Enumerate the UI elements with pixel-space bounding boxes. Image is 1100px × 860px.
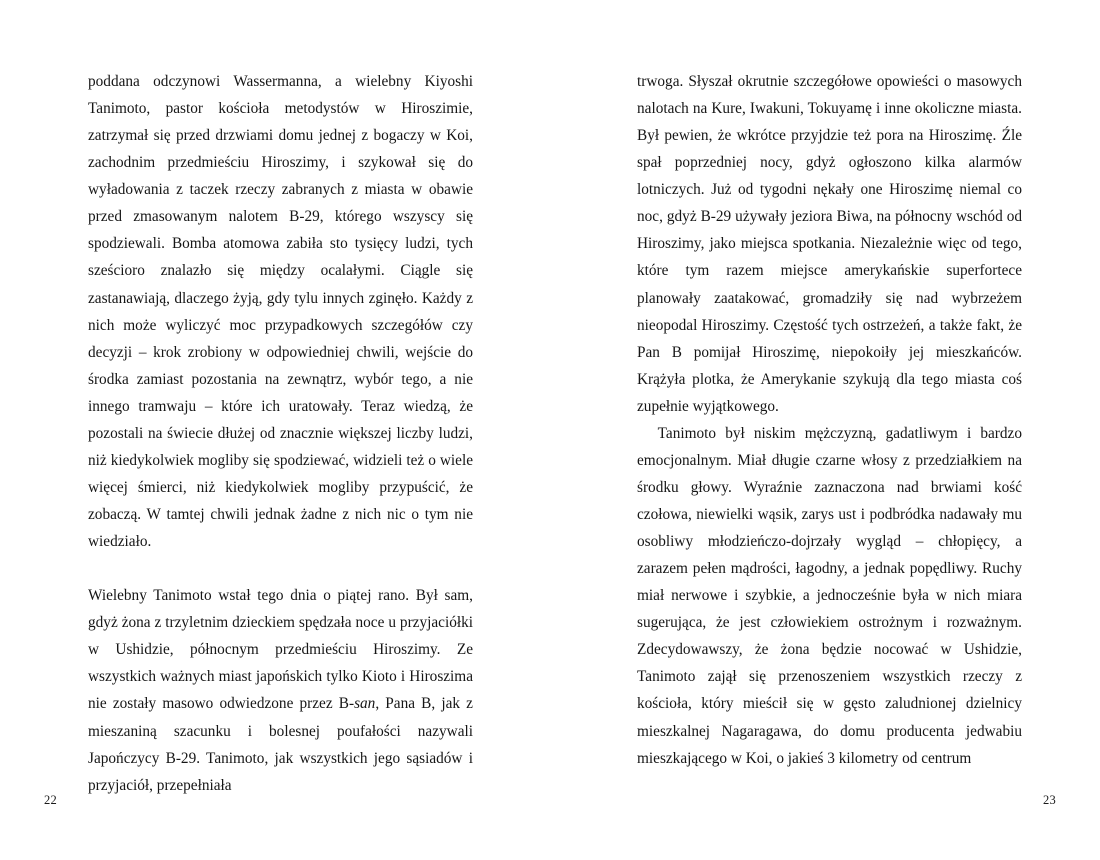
page-number-left: 22	[44, 793, 57, 807]
paragraph: poddana odczynowi Wassermanna, a wielebny Kiyoshi Tanimoto, pastor kościoła metodystów w Hiroszimie, zatrzymał się przed drzwiami domu jednej z bogaczy w Koi, zachodnim przedmieściu Hiroszimy, i szykował się do wyładowania z taczek rzeczy zabranych z miasta w obawie przed zmasowanym nalotem B-29, którego wszyscy się spodziewali. Bomba atomowa zabiła sto tysięcy ludzi, tych sześcioro znalazło się między ocalałymi. Ciągle się zastanawiają, dlaczego żyją, gdy tylu innych zginęło. Każdy z nich może wyliczyć moc przypadkowych szczegółów czy decyzji – krok zrobiony w odpowiedniej chwili, wejście do środka zamiast pozostania na zewnątrz, wybór tego, a nie innego tramwaju – które ich uratowały. Teraz wiedzą, że pozostali na świecie dłużej od znacznie większej liczby ludzi, niż kiedykolwiek mogliby się spodziewać, widzieli też o wiele więcej śmierci, niż kiedykolwiek mogliby przypuścić, że zobaczą. W tamtej chwili jednak żadne z nich nic o tym nie wiedziało.	[88, 73, 473, 551]
left-page-text-column	[88, 68, 473, 799]
paragraph-part: Wielebny Tanimoto wstał tego dnia o piątej rano. Był sam, gdyż żona z trzyletnim dzieckiem spędzała noce u przyjaciółki w Ushidzie, północnym przedmieściu Hiroszimy. Ze wszystkich ważnych miast japońskich tylko Kioto i Hiroszima nie zostały masowo odwiedzone przez B-	[88, 587, 473, 713]
paragraph-part: , Pana B, jak z mieszaniną szacunku i bolesnej poufałości nazywali Japończycy B-29. Tanimoto, jak wszystkich jego sąsiadów i przyjaciół, przepełniała	[88, 695, 473, 794]
paragraph	[88, 582, 473, 799]
right-page-text-column	[637, 68, 1022, 772]
paragraph: Tanimoto był niskim mężczyzną, gadatliwym i bardzo emocjonalnym. Miał długie czarne włosy z przedziałkiem na środku głowy. Wyraźnie zaznaczona nad brwiami kość czołowa, niewielki wąsik, zarys ust i podbródka nadawały mu osobliwy młodzieńczo-dojrzały wygląd – chłopięcy, a zarazem pełen mądrości, łagodny, a jednak popędliwy. Ruchy miał nerwowe i szybkie, a jednocześnie była w nich miara sugerująca, że jest człowiekiem ostrożnym i rozważnym. Zdecydowawszy, że żona będzie nocować w Ushidzie, Tanimoto zajął się przenoszeniem wszystkich rzeczy z kościoła, który mieścił się w gęsto zaludnionej dzielnicy mieszkalnej Nagaragawa, do domu producenta jedwabiu mieszkającego w Koi, o jakieś 3 kilometry od centrum	[637, 424, 1022, 767]
page-number-right: 23	[1043, 793, 1056, 807]
paragraph-part-italic: san	[354, 695, 376, 713]
paragraph: trwoga. Słyszał okrutnie szczegółowe opowieści o masowych nalotach na Kure, Iwakuni, Tokuyamę i inne okoliczne miasta. Był pewien, że wkrótce przyjdzie też pora na Hiroszimę. Źle spał poprzedniej nocy, gdyż ogłoszono kilka alarmów lotniczych. Już od tygodni nękały one Hiroszimę niemal co noc, gdyż B-29 używały jeziora Biwa, na północny wschód od Hiroszimy, jako miejsca spotkania. Niezależnie więc od tego, które tym razem miejsce amerykańskie superfortece planowały zaatakować, gromadziły się nad wybrzeżem nieopodal Hiroszimy. Częstość tych ostrzeżeń, a także fakt, że Pan B pomijał Hiroszimę, niepokoiły jej mieszkańców. Krążyła plotka, że Amerykanie szykują dla tego miasta coś zupełnie wyjątkowego.	[637, 73, 1022, 415]
page-right	[550, 0, 1100, 860]
